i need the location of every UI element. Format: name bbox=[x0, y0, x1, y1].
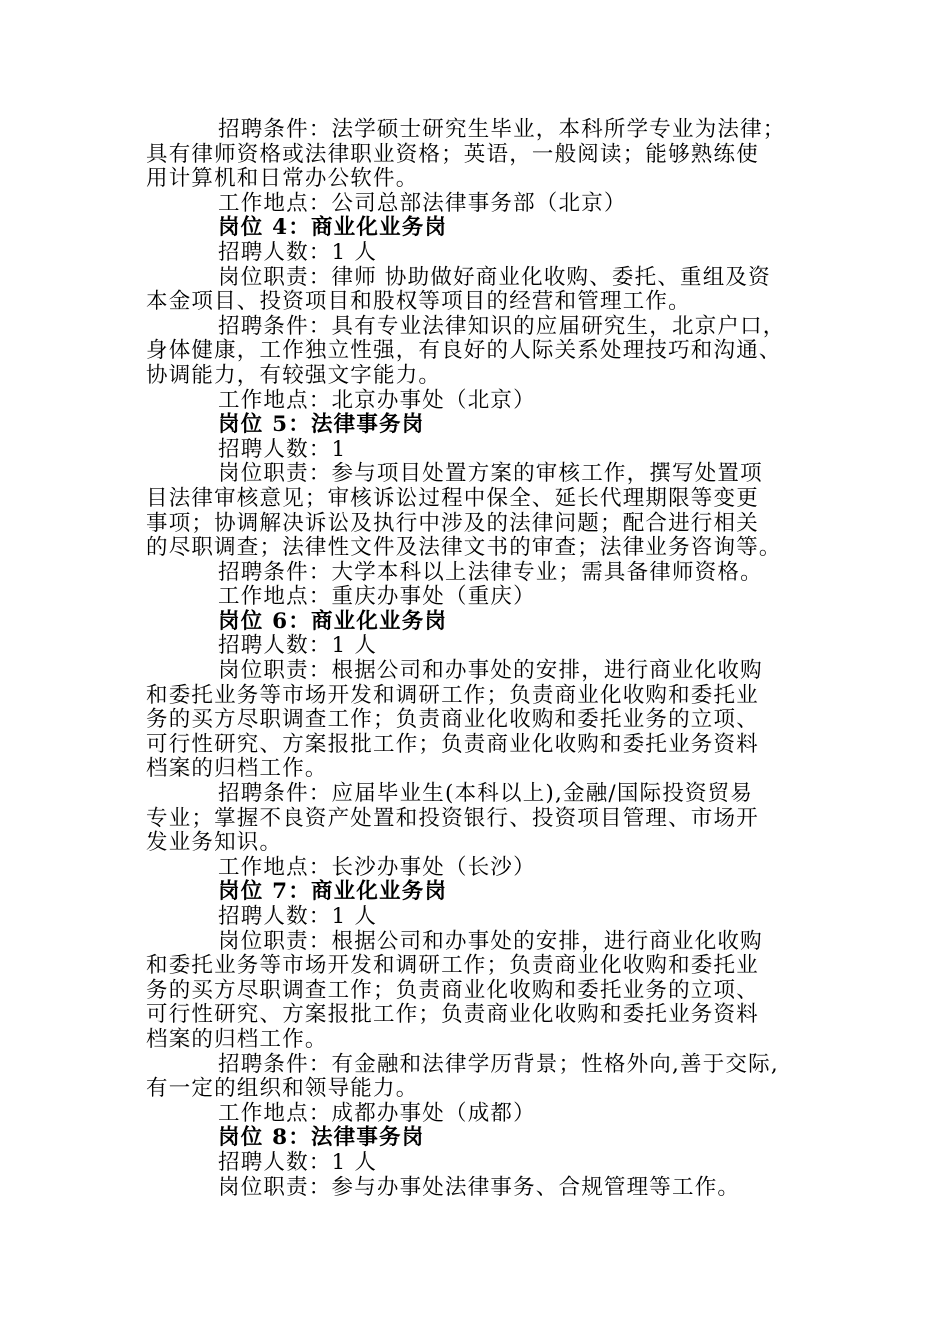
text-line: 具有律师资格或法律职业资格；英语，一般阅读；能够熟练使 bbox=[146, 141, 759, 167]
text-line: 工作地点：北京办事处（北京） bbox=[218, 387, 536, 413]
text-line: 专业；掌握不良资产处置和投资银行、投资项目管理、市场开 bbox=[146, 805, 759, 831]
text-line: 招聘人数：1 人 bbox=[218, 239, 378, 265]
section-heading: 岗位 4：商业化业务岗 bbox=[218, 215, 448, 241]
text-line: 档案的归档工作。 bbox=[146, 756, 328, 782]
text-line: 档案的归档工作。 bbox=[146, 1026, 328, 1052]
section-heading: 岗位 6：商业化业务岗 bbox=[218, 608, 448, 634]
text-line: 招聘人数：1 bbox=[218, 436, 347, 462]
text-line: 招聘条件：大学本科以上法律专业；需具备律师资格。 bbox=[218, 559, 763, 585]
text-line: 的尽职调查；法律性文件及法律文书的审查；法律业务咨询等。 bbox=[146, 535, 782, 561]
text-line: 招聘条件：具有专业法律知识的应届研究生，北京户口， bbox=[218, 313, 786, 339]
text-line: 可行性研究、方案报批工作；负责商业化收购和委托业务资料 bbox=[146, 731, 759, 757]
section-heading: 岗位 5：法律事务岗 bbox=[218, 412, 425, 438]
text-line: 招聘条件：应届毕业生(本科以上),金融/国际投资贸易 bbox=[218, 781, 754, 807]
text-line: 可行性研究、方案报批工作；负责商业化收购和委托业务资料 bbox=[146, 1002, 759, 1028]
text-line: 工作地点：成都办事处（成都） bbox=[218, 1100, 536, 1126]
text-line: 务的买方尽职调查工作；负责商业化收购和委托业务的立项、 bbox=[146, 707, 759, 733]
text-line: 工作地点：公司总部法律事务部（北京） bbox=[218, 190, 627, 216]
text-line: 招聘条件：有金融和法律学历背景；性格外向,善于交际, bbox=[218, 1051, 779, 1077]
text-line: 工作地点：长沙办事处（长沙） bbox=[218, 854, 536, 880]
text-line: 和委托业务等市场开发和调研工作；负责商业化收购和委托业 bbox=[146, 682, 759, 708]
text-line: 招聘条件：法学硕士研究生毕业，本科所学专业为法律； bbox=[218, 117, 786, 142]
text-line: 有一定的组织和领导能力。 bbox=[146, 1076, 419, 1102]
text-line: 协调能力，有较强文字能力。 bbox=[146, 362, 442, 388]
text-line: 岗位职责：参与办事处法律事务、合规管理等工作。 bbox=[218, 1174, 741, 1200]
text-line: 用计算机和日常办公软件。 bbox=[146, 166, 419, 192]
text-line: 招聘人数：1 人 bbox=[218, 1149, 378, 1175]
text-line: 务的买方尽职调查工作；负责商业化收购和委托业务的立项、 bbox=[146, 977, 759, 1003]
section-heading: 岗位 8：法律事务岗 bbox=[218, 1125, 425, 1151]
text-line: 岗位职责：根据公司和办事处的安排，进行商业化收购 bbox=[218, 928, 763, 954]
text-line: 岗位职责：律师 协助做好商业化收购、委托、重组及资 bbox=[218, 264, 771, 290]
document-page bbox=[146, 118, 822, 1200]
text-line: 和委托业务等市场开发和调研工作；负责商业化收购和委托业 bbox=[146, 953, 759, 979]
text-line: 招聘人数：1 人 bbox=[218, 904, 378, 929]
text-line: 岗位职责：根据公司和办事处的安排，进行商业化收购 bbox=[218, 658, 763, 684]
text-line: 事项；协调解决诉讼及执行中涉及的法律问题；配合进行相关 bbox=[146, 510, 759, 536]
text-line: 工作地点：重庆办事处（重庆） bbox=[218, 584, 536, 610]
text-line: 岗位职责：参与项目处置方案的审核工作，撰写处置项 bbox=[218, 461, 763, 487]
text-line: 身体健康，工作独立性强，有良好的人际关系处理技巧和沟通、 bbox=[146, 338, 782, 364]
text-line: 发业务知识。 bbox=[146, 830, 283, 856]
text-line: 本金项目、投资项目和股权等项目的经营和管理工作。 bbox=[146, 289, 691, 315]
text-line: 目法律审核意见；审核诉讼过程中保全、延长代理期限等变更 bbox=[146, 485, 759, 511]
text-line: 招聘人数：1 人 bbox=[218, 633, 378, 659]
section-heading: 岗位 7：商业化业务岗 bbox=[218, 879, 448, 905]
